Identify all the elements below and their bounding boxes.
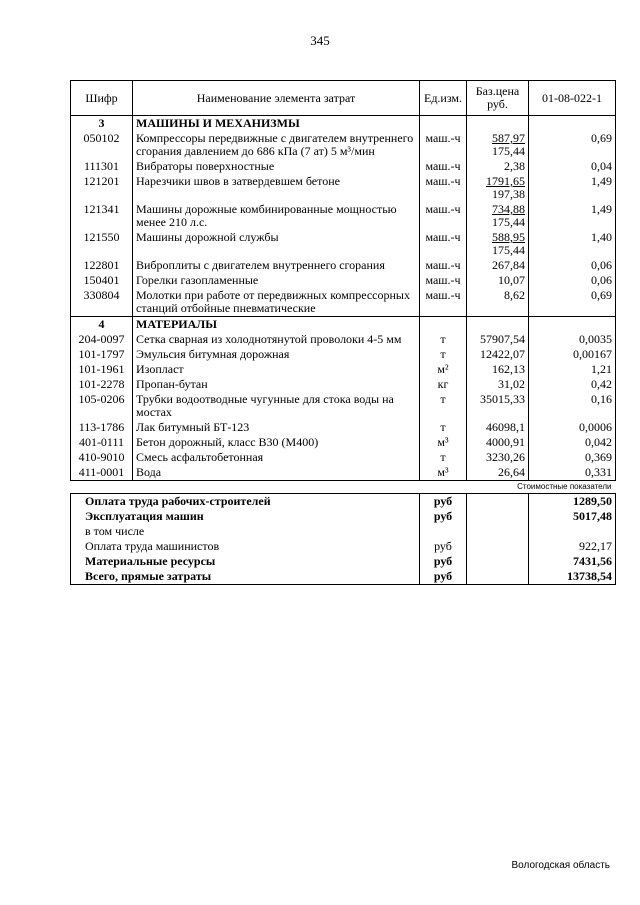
row-quantity: 1,21 [529,362,616,377]
row-price: 31,02 [498,377,525,391]
row-quantity: 0,369 [529,450,616,465]
row-price: 12422,07 [480,347,525,361]
table-row [71,347,616,362]
row-price-cell [467,174,529,202]
row-price: 588,95 [492,230,525,244]
section-number: 4 [71,317,133,333]
summary-unit [420,524,467,539]
row-code: 121550 [71,230,133,258]
row-name: Вода [133,465,420,481]
table-row [71,450,616,465]
section-unit-cell [420,116,467,132]
table-row [71,377,616,392]
summary-unit: руб [420,494,467,510]
table-row [71,332,616,347]
row-code: 113-1786 [71,420,133,435]
row-unit: т [420,392,467,420]
row-quantity: 0,0035 [529,332,616,347]
row-quantity: 0,06 [529,258,616,273]
row-quantity: 0,06 [529,273,616,288]
row-unit: маш.-ч [420,288,467,317]
row-code: 101-1797 [71,347,133,362]
row-quantity: 1,49 [529,202,616,230]
summary-price-cell [467,554,529,569]
table-row [71,435,616,450]
table-row [71,174,616,202]
table-row [71,230,616,258]
row-price: 26,64 [498,465,525,479]
summary-row [71,569,616,585]
row-price-cell [467,450,529,465]
summary-label: Материальные ресурсы [71,554,420,569]
table-row [71,465,616,481]
row-price-cell [467,131,529,159]
header-price-line1: Баз.цена [475,84,520,98]
row-quantity: 0,69 [529,288,616,317]
section-unit-cell [420,317,467,333]
row-unit: маш.-ч [420,159,467,174]
table-row [71,362,616,377]
row-price-cell [467,420,529,435]
row-price: 4000,91 [486,435,525,449]
table-body [71,116,616,585]
row-name: Молотки при работе от передвижных компрессорных станций отбойные пневматические [133,288,420,317]
table-row [71,392,616,420]
row-unit: т [420,332,467,347]
summary-row [71,554,616,569]
table-row [71,202,616,230]
row-price-cell [467,202,529,230]
row-unit: маш.-ч [420,230,467,258]
table-row [71,258,616,273]
row-price-cell [467,362,529,377]
row-quantity: 1,49 [529,174,616,202]
row-code: 411-0001 [71,465,133,481]
summary-value: 5017,48 [529,509,616,524]
row-unit: м³ [420,435,467,450]
row-unit: т [420,420,467,435]
row-quantity: 0,042 [529,435,616,450]
row-name: Пропан-бутан [133,377,420,392]
summary-row [71,539,616,554]
row-unit: т [420,347,467,362]
row-unit: кг [420,377,467,392]
row-code: 101-1961 [71,362,133,377]
row-unit: маш.-ч [420,202,467,230]
region-footer: Вологодская область [511,860,610,871]
header-name: Наименование элемента затрат [133,81,420,116]
row-name: Смесь асфальтобетонная [133,450,420,465]
row-price-machinist: 175,44 [492,215,525,229]
row-quantity: 0,16 [529,392,616,420]
section-number: 3 [71,116,133,132]
row-price-cell [467,258,529,273]
row-price-cell [467,332,529,347]
summary-row [71,509,616,524]
page-number: 345 [310,33,330,48]
section-price-cell [467,116,529,132]
section-title: МАТЕРИАЛЫ [133,317,420,333]
row-name: Машины дорожной службы [133,230,420,258]
row-price-cell [467,435,529,450]
summary-value [529,524,616,539]
header-price-line2: руб. [487,97,508,111]
section-header-row [71,116,616,132]
row-name: Трубки водоотводные чугунные для стока воды на мостах [133,392,420,420]
row-name: Изопласт [133,362,420,377]
header-price [467,81,529,116]
table-row [71,131,616,159]
section-qty-cell [529,317,616,333]
section-title: МАШИНЫ И МЕХАНИЗМЫ [133,116,420,132]
row-unit: маш.-ч [420,174,467,202]
header-unit: Ед.изм. [420,81,467,116]
summary-unit: руб [420,539,467,554]
row-code: 105-0206 [71,392,133,420]
summary-price-cell [467,524,529,539]
summary-label: Оплата труда машинистов [71,539,420,554]
row-price-cell [467,347,529,362]
row-code: 050102 [71,131,133,159]
section-price-cell [467,317,529,333]
summary-unit: руб [420,509,467,524]
row-unit: м³ [420,465,467,481]
section-header-row [71,317,616,333]
row-name: Эмульсия битумная дорожная [133,347,420,362]
row-unit: маш.-ч [420,258,467,273]
summary-row [71,494,616,510]
row-name: Сетка сварная из холоднотянутой проволоки 4-5 мм [133,332,420,347]
table-row [71,273,616,288]
row-price-cell [467,377,529,392]
row-price-cell [467,392,529,420]
row-price-machinist: 175,44 [492,243,525,257]
row-price: 162,13 [492,362,525,376]
summary-price-cell [467,569,529,585]
summary-price-cell [467,539,529,554]
row-price-cell [467,273,529,288]
summary-label: Всего, прямые затраты [71,569,420,585]
row-unit: маш.-ч [420,273,467,288]
row-price: 35015,33 [480,392,525,406]
summary-label: в том числе [71,524,420,539]
row-price: 2,38 [504,159,525,173]
summary-value: 1289,50 [529,494,616,510]
row-price: 57907,54 [480,332,525,346]
row-name: Лак битумный БТ-123 [133,420,420,435]
row-price-cell [467,230,529,258]
summary-price-cell [467,494,529,510]
cost-caption: Стоимостные показатели [71,481,616,494]
row-name: Бетон дорожный, класс В30 (М400) [133,435,420,450]
row-code: 330804 [71,288,133,317]
estimate-table [70,80,616,585]
summary-unit: руб [420,554,467,569]
table-row [71,420,616,435]
row-price: 8,62 [504,288,525,302]
summary-row [71,524,616,539]
row-quantity: 0,00167 [529,347,616,362]
row-price: 734,88 [492,202,525,216]
row-price-machinist: 175,44 [492,144,525,158]
row-price-cell [467,159,529,174]
row-unit: т [420,450,467,465]
summary-label: Оплата труда рабочих-строителей [71,494,420,510]
cost-caption-row [71,481,616,494]
summary-value: 7431,56 [529,554,616,569]
row-price: 10,07 [498,273,525,287]
row-quantity: 0,04 [529,159,616,174]
row-code: 111301 [71,159,133,174]
row-name: Нарезчики швов в затвердевшем бетоне [133,174,420,202]
row-price-cell [467,288,529,317]
row-quantity: 0,42 [529,377,616,392]
row-code: 122801 [71,258,133,273]
summary-price-cell [467,509,529,524]
row-name: Горелки газопламенные [133,273,420,288]
row-name: Вибраторы поверхностные [133,159,420,174]
summary-value: 922,17 [529,539,616,554]
row-quantity: 0,0006 [529,420,616,435]
row-name: Машины дорожные комбинированные мощностью менее 210 л.с. [133,202,420,230]
row-price: 587,97 [492,131,525,145]
table-row [71,288,616,317]
row-code: 401-0111 [71,435,133,450]
row-unit: м² [420,362,467,377]
table-header-row [71,81,616,116]
row-code: 204-0097 [71,332,133,347]
row-code: 121201 [71,174,133,202]
row-code: 121341 [71,202,133,230]
row-code: 150401 [71,273,133,288]
summary-value: 13738,54 [529,569,616,585]
row-price-machinist: 197,38 [492,187,525,201]
header-code: Шифр [71,81,133,116]
row-quantity: 0,331 [529,465,616,481]
row-code: 410-9010 [71,450,133,465]
row-unit: маш.-ч [420,131,467,159]
row-code: 101-2278 [71,377,133,392]
row-name: Компрессоры передвижные с двигателем внутреннего сгорания давлением до 686 кПа (7 ат) 5 м³/мин [133,131,420,159]
section-qty-cell [529,116,616,132]
row-price: 3230,26 [486,450,525,464]
row-price: 267,84 [492,258,525,272]
table-row [71,159,616,174]
summary-unit: руб [420,569,467,585]
row-price-cell [467,465,529,481]
row-price: 46098,1 [486,420,525,434]
row-quantity: 0,69 [529,131,616,159]
header-norm: 01-08-022-1 [529,81,616,116]
row-quantity: 1,40 [529,230,616,258]
summary-label: Эксплуатация машин [71,509,420,524]
row-name: Виброплиты с двигателем внутреннего сгорания [133,258,420,273]
row-price: 1791,65 [486,174,525,188]
